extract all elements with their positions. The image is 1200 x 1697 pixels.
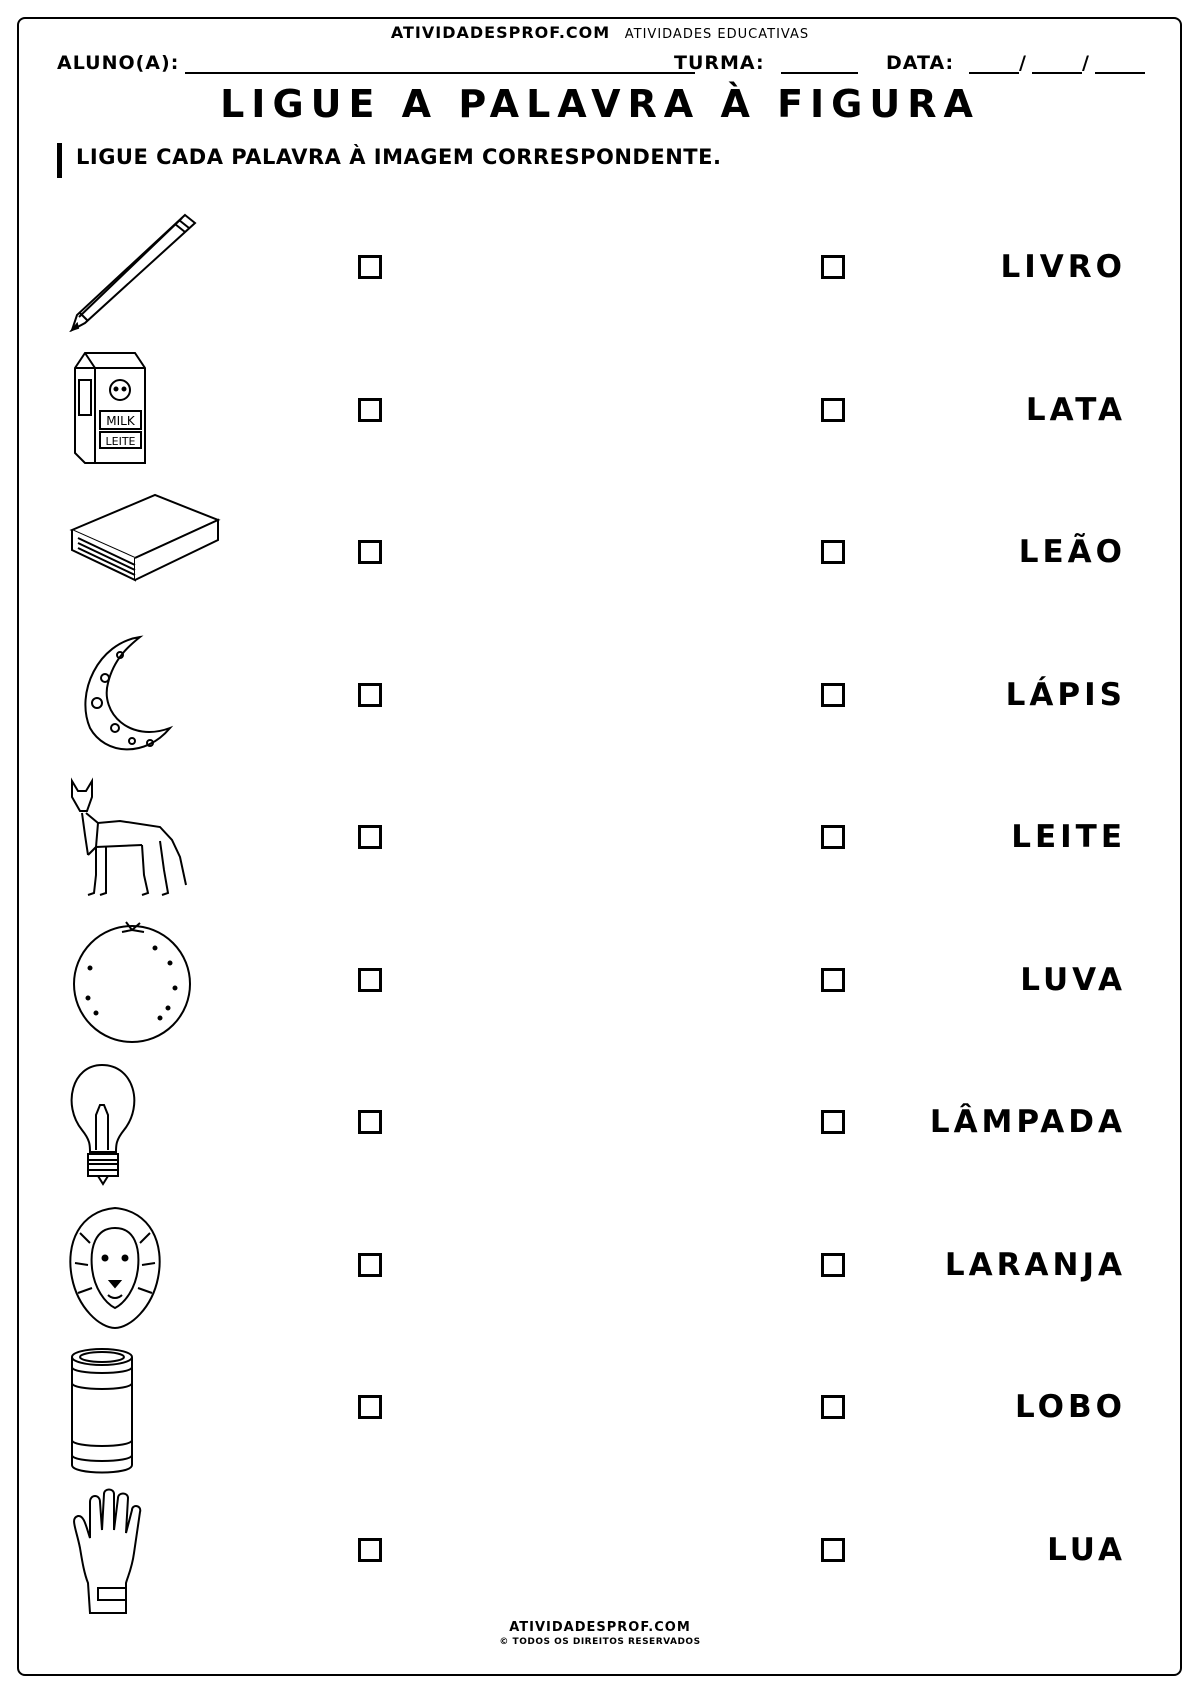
pencil-icon: [60, 205, 230, 335]
moon-icon: [60, 633, 230, 763]
word-checkbox[interactable]: [821, 1110, 845, 1134]
word-checkbox[interactable]: [821, 1253, 845, 1277]
milk-carton-icon: [60, 348, 230, 478]
instruction-text: LIGUE CADA PALAVRA À IMAGEM CORRESPONDENTE.: [76, 145, 722, 169]
word-checkbox[interactable]: [821, 825, 845, 849]
data-year-field[interactable]: [1095, 52, 1145, 74]
site-subtitle: ATIVIDADES EDUCATIVAS: [624, 27, 810, 42]
match-row: [0, 1060, 1200, 1190]
picture-checkbox[interactable]: [358, 255, 382, 279]
book-icon: [60, 490, 230, 620]
match-row: [0, 918, 1200, 1048]
turma-label: TURMA:: [674, 52, 765, 74]
word-label: LÁPIS: [1005, 677, 1126, 713]
word-label: LARANJA: [944, 1247, 1126, 1283]
instruction-marker: [57, 143, 62, 178]
picture-checkbox[interactable]: [358, 1395, 382, 1419]
match-row: [0, 205, 1200, 335]
word-checkbox[interactable]: [821, 683, 845, 707]
word-checkbox[interactable]: [821, 1395, 845, 1419]
light-bulb-icon: [60, 1060, 230, 1190]
footer-site: ATIVIDADESPROF.COM: [509, 1620, 691, 1635]
match-row: [0, 348, 1200, 478]
aluno-label: ALUNO(A):: [57, 52, 180, 74]
site-header: [0, 23, 1200, 42]
milk-text: MILK: [106, 414, 135, 428]
word-label: LIVRO: [1000, 249, 1126, 285]
word-checkbox[interactable]: [821, 968, 845, 992]
match-row: [0, 490, 1200, 620]
picture-checkbox[interactable]: [358, 398, 382, 422]
word-label: LATA: [1025, 392, 1126, 428]
word-label: LUA: [1047, 1532, 1126, 1568]
word-checkbox[interactable]: [821, 255, 845, 279]
orange-icon: [60, 918, 230, 1048]
picture-checkbox[interactable]: [358, 1253, 382, 1277]
match-row: [0, 1345, 1200, 1475]
footer-copyright: © TODOS OS DIREITOS RESERVADOS: [499, 1637, 701, 1647]
match-row: [0, 775, 1200, 905]
word-label: LUVA: [1020, 962, 1126, 998]
word-label: LÂMPADA: [929, 1104, 1126, 1140]
match-row: [0, 1488, 1200, 1618]
footer: [0, 1620, 1200, 1647]
word-label: LOBO: [1015, 1389, 1126, 1425]
picture-checkbox[interactable]: [358, 825, 382, 849]
glove-icon: [60, 1488, 230, 1618]
data-slash: /: [1082, 52, 1090, 74]
picture-checkbox[interactable]: [358, 1110, 382, 1134]
match-row: [0, 1203, 1200, 1333]
can-icon: [60, 1345, 230, 1475]
data-month-field[interactable]: [1032, 52, 1082, 74]
data-day-field[interactable]: [969, 52, 1019, 74]
lion-icon: [60, 1203, 230, 1333]
site-brand: ATIVIDADESPROF.COM: [390, 23, 611, 42]
word-label: LEÃO: [1018, 534, 1126, 570]
student-info-line: [57, 52, 1147, 78]
turma-field[interactable]: [781, 52, 858, 74]
word-checkbox[interactable]: [821, 540, 845, 564]
data-label: DATA:: [886, 52, 955, 74]
picture-checkbox[interactable]: [358, 968, 382, 992]
page-title: LIGUE A PALAVRA À FIGURA: [220, 82, 980, 126]
word-label: LEITE: [1011, 819, 1126, 855]
picture-checkbox[interactable]: [358, 1538, 382, 1562]
data-slash: /: [1019, 52, 1027, 74]
picture-checkbox[interactable]: [358, 540, 382, 564]
aluno-field[interactable]: [185, 52, 695, 74]
match-row: [0, 633, 1200, 763]
word-checkbox[interactable]: [821, 1538, 845, 1562]
word-checkbox[interactable]: [821, 398, 845, 422]
leite-text: LEITE: [105, 435, 136, 448]
wolf-icon: [60, 775, 230, 905]
picture-checkbox[interactable]: [358, 683, 382, 707]
